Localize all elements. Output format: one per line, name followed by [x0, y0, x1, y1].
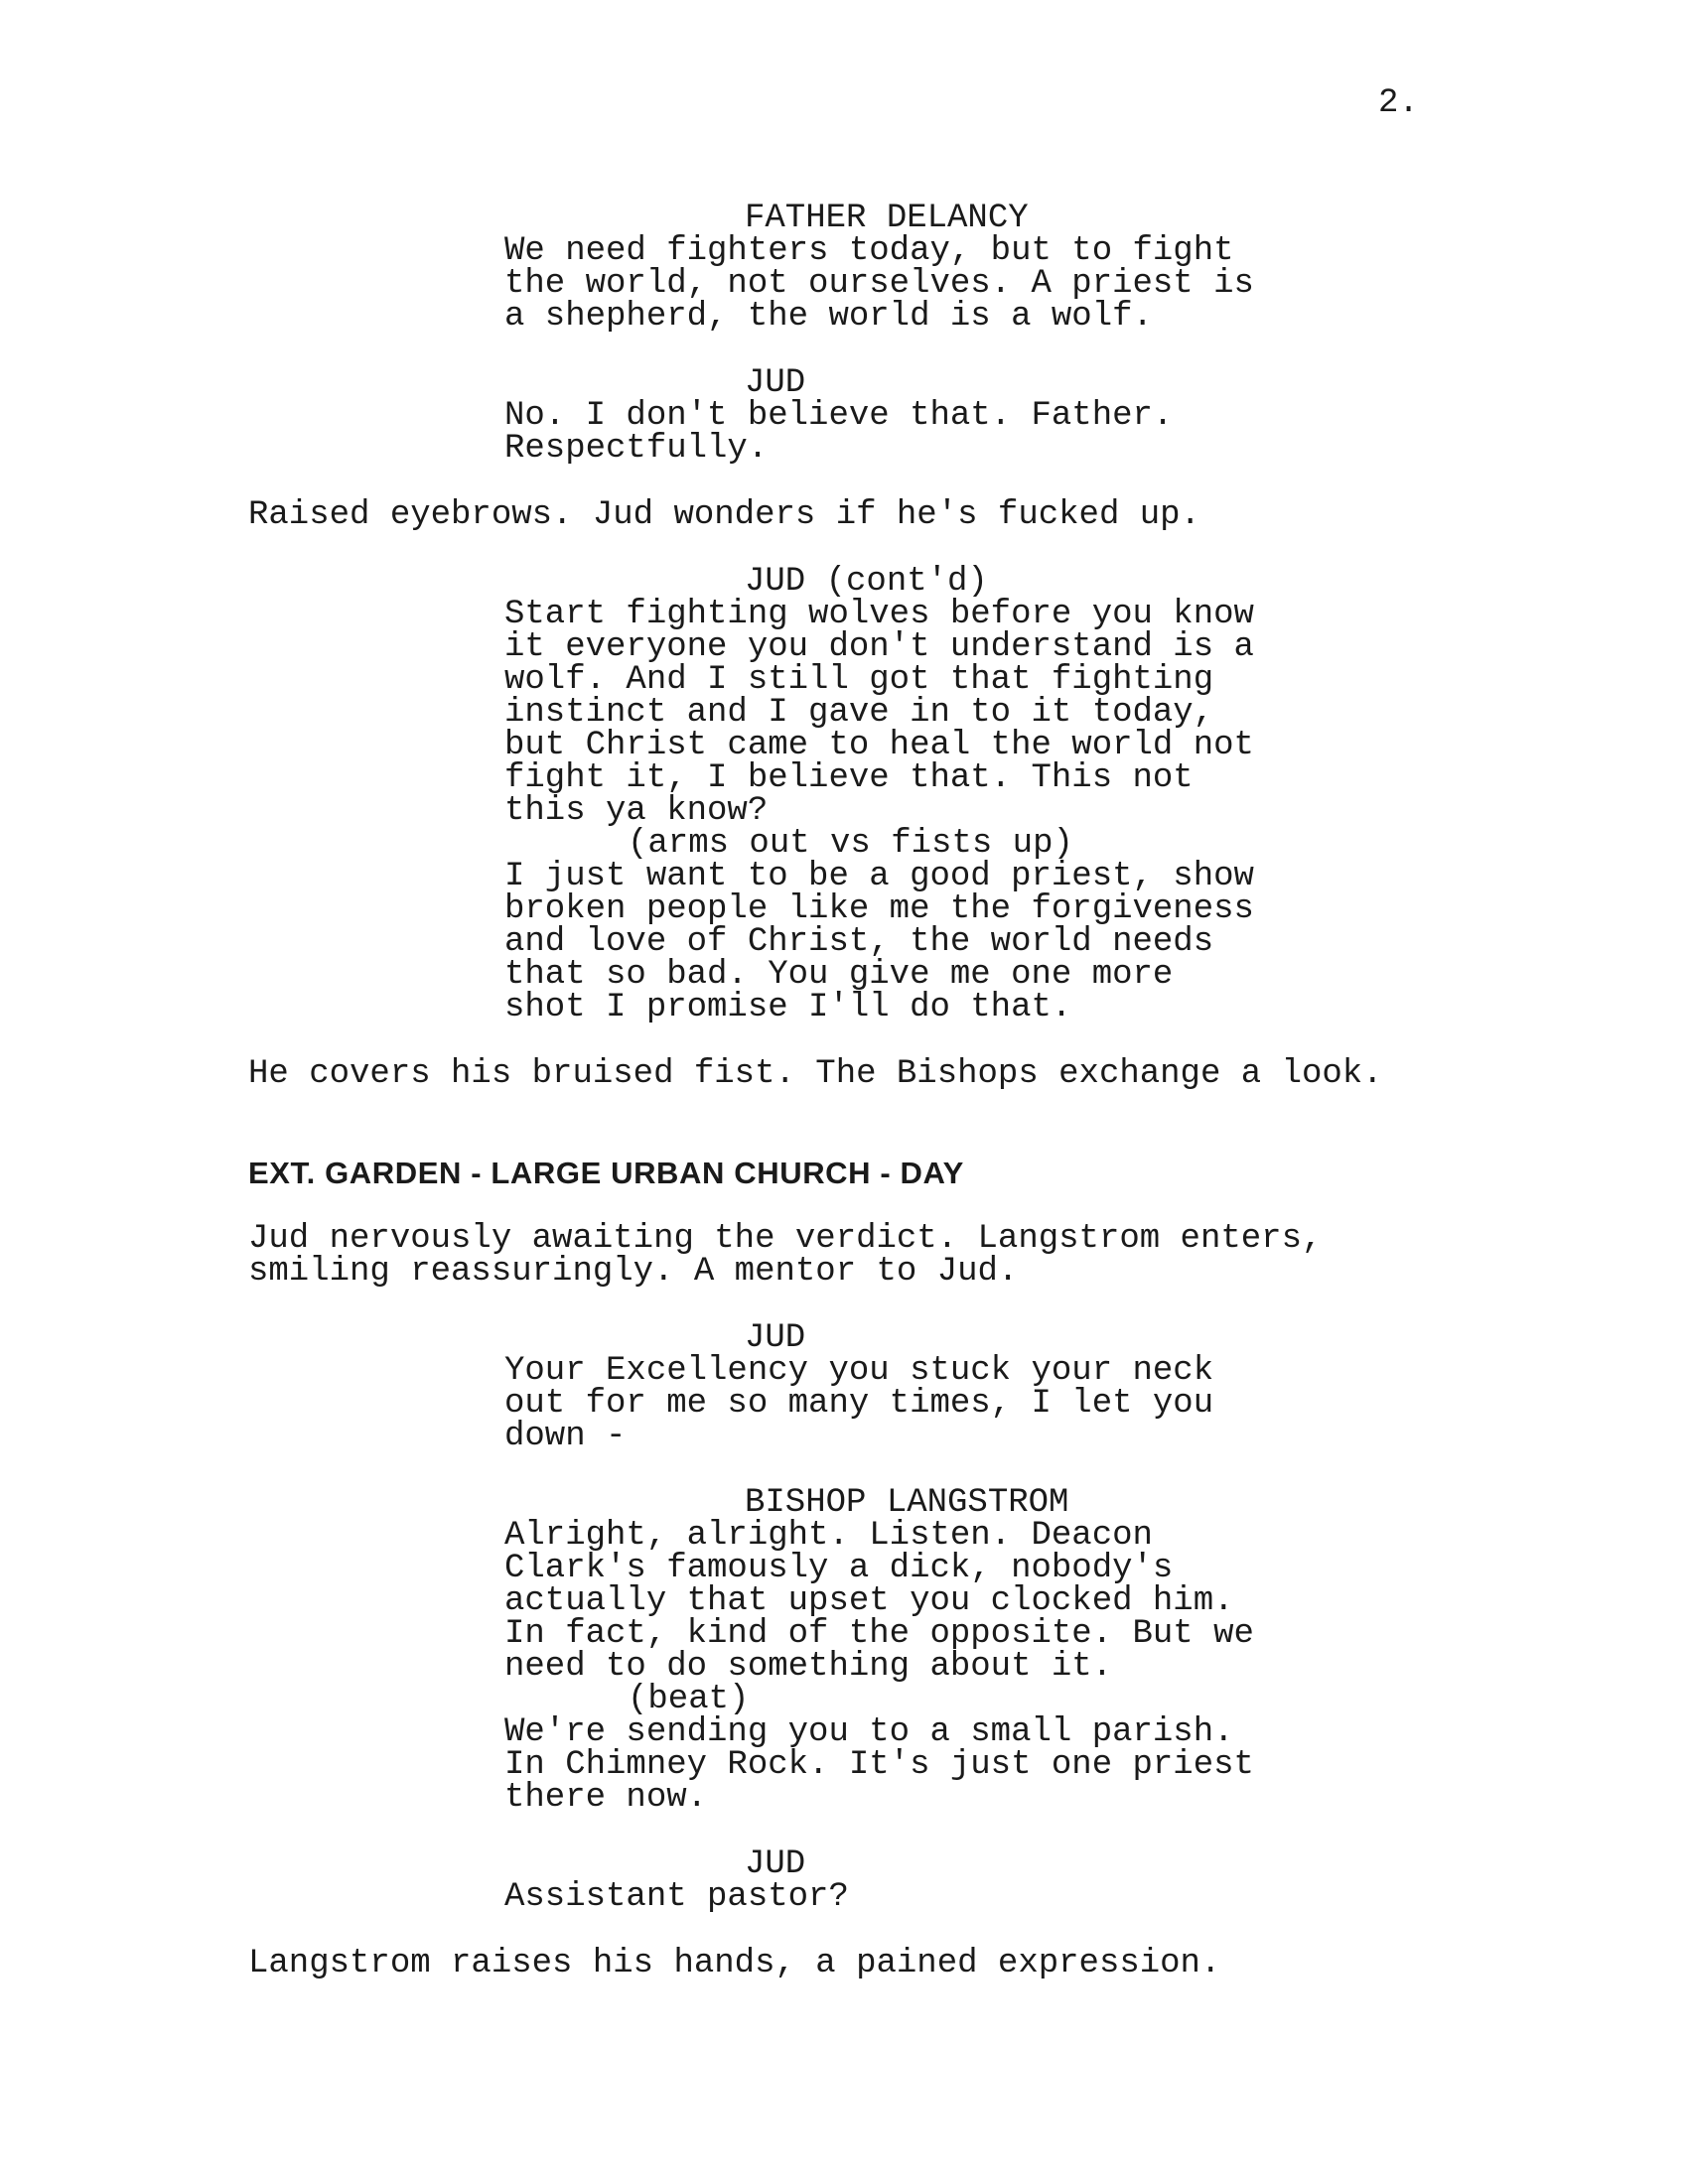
page-number: 2. [1378, 84, 1419, 122]
dialogue-line: Clark's famously a dick, nobody's [504, 1550, 1174, 1587]
dialogue-line: actually that upset you clocked him. [504, 1582, 1234, 1620]
dialogue-line: Alright, alright. Listen. Deacon [504, 1517, 1153, 1555]
action-line: smiling reassuringly. A mentor to Jud. [248, 1253, 1019, 1291]
dialogue-line: instinct and I gave in to it today, [504, 694, 1214, 732]
dialogue-line: that so bad. You give me one more [504, 956, 1174, 994]
dialogue-line: wolf. And I still got that fighting [504, 661, 1214, 699]
dialogue-line: We need fighters today, but to fight [504, 232, 1234, 270]
dialogue-line: need to do something about it. [504, 1648, 1113, 1686]
dialogue-line: but Christ came to heal the world not [504, 727, 1254, 764]
character-cue: JUD [745, 1845, 806, 1883]
action-line: He covers his bruised fist. The Bishops exchange a look. [248, 1055, 1383, 1093]
action-line: Jud nervously awaiting the verdict. Langstrom enters, [248, 1220, 1323, 1258]
dialogue-line: In fact, kind of the opposite. But we [504, 1615, 1254, 1653]
dialogue-line: Your Excellency you stuck your neck [504, 1352, 1214, 1390]
character-cue: JUD [745, 1319, 806, 1357]
dialogue-line: it everyone you don't understand is a [504, 628, 1254, 666]
dialogue-line: out for me so many times, I let you [504, 1385, 1214, 1423]
dialogue-line: Assistant pastor? [504, 1878, 849, 1916]
parenthetical: (beat) [628, 1681, 750, 1718]
dialogue-line: We're sending you to a small parish. [504, 1713, 1234, 1751]
dialogue-line: down - [504, 1418, 627, 1455]
dialogue-line: In Chimney Rock. It's just one priest [504, 1746, 1254, 1784]
scene-heading: EXT. GARDEN - LARGE URBAN CHURCH - DAY [248, 1156, 964, 1190]
character-cue: FATHER DELANCY [745, 200, 1029, 237]
dialogue-line: and love of Christ, the world needs [504, 923, 1214, 961]
dialogue-line: fight it, I believe that. This not [504, 759, 1194, 797]
character-cue: JUD [745, 364, 806, 402]
parenthetical: (arms out vs fists up) [628, 825, 1073, 863]
character-cue: JUD (cont'd) [745, 563, 988, 601]
dialogue-line: Respectfully. [504, 430, 769, 468]
dialogue-line: there now. [504, 1779, 708, 1817]
dialogue-line: this ya know? [504, 792, 769, 830]
action-line: Langstrom raises his hands, a pained expression. [248, 1945, 1221, 1982]
dialogue-line: No. I don't believe that. Father. [504, 397, 1174, 435]
dialogue-line: I just want to be a good priest, show [504, 858, 1254, 895]
dialogue-line: Start fighting wolves before you know [504, 596, 1254, 633]
dialogue-line: a shepherd, the world is a wolf. [504, 298, 1153, 336]
dialogue-line: the world, not ourselves. A priest is [504, 265, 1254, 303]
character-cue: BISHOP LANGSTROM [745, 1484, 1069, 1522]
dialogue-line: broken people like me the forgiveness [504, 890, 1254, 928]
action-line: Raised eyebrows. Jud wonders if he's fucked up. [248, 496, 1200, 534]
dialogue-line: shot I promise I'll do that. [504, 989, 1072, 1026]
